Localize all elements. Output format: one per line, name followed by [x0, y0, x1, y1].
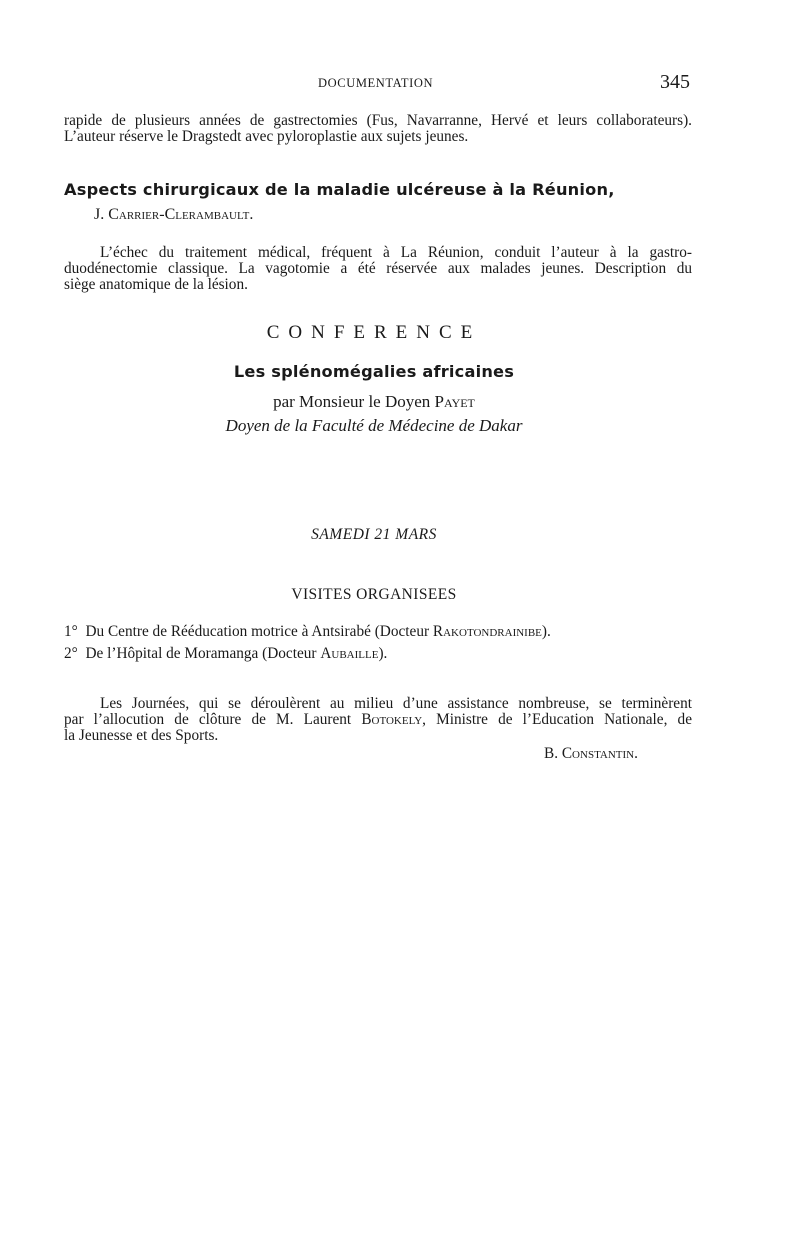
visit-item-1-name: Rakotondrainibe [432, 623, 542, 640]
closing-line-3: la Jeunesse et des Sports. [64, 727, 219, 744]
running-head: DOCUMENTATION [318, 76, 434, 90]
closing-line-2-suffix: , Ministre de l’Education Nationale, de [422, 711, 692, 728]
article-para-line-3: siège anatomique de la lésion. [64, 276, 248, 293]
intro-line-2: L’auteur réserve le Dragstedt avec pyloroplastie aux sujets jeunes. [64, 128, 469, 145]
author-name: Carrier-Clerambault. [108, 206, 254, 223]
visit-item-1 [64, 623, 551, 640]
closing-line-2-prefix: par l’allocution de clôture de M. Laurent [64, 711, 352, 728]
closing-line-1 [100, 695, 692, 712]
article-author [94, 206, 253, 224]
visit-item-2-number: 2° [64, 645, 78, 662]
visit-item-2 [64, 645, 387, 662]
closing-line-2-name: Botokely [361, 711, 423, 728]
intro-line-1 [64, 112, 692, 129]
visit-item-2-text: De l’Hôpital de Moramanga (Docteur [85, 645, 317, 662]
speaker-name: Payet [434, 392, 475, 411]
visits-heading: VISITES ORGANISEES [291, 586, 457, 603]
visit-item-1-text: Du Centre de Rééducation motrice à Antsirabé (Docteur [85, 623, 430, 640]
article-para-line-2 [64, 260, 692, 277]
conference-heading: CONFERENCE [266, 322, 482, 343]
article-para-line-2-text: duodénectomie classique. La vagotomie a été réservée aux malades jeunes. Description du [64, 260, 692, 277]
signature [544, 745, 638, 762]
visit-item-1-number: 1° [64, 623, 78, 640]
page-number: 345 [660, 71, 690, 93]
closing-line-1-text: Les Journées, qui se déroulèrent au milieu d’une assistance nombreuse, se terminèrent [100, 695, 692, 712]
article-para-line-1 [100, 244, 692, 261]
conference-speaker [0, 392, 748, 412]
signature-initial: B. [544, 745, 559, 762]
visit-item-1-suffix: ). [541, 623, 551, 640]
visit-item-2-suffix: ). [378, 645, 388, 662]
speaker-role: Doyen de la Faculté de Médecine de Dakar [225, 416, 523, 435]
conference-title: Les splénomégalies africaines [233, 362, 515, 381]
closing-line-2 [64, 711, 692, 728]
intro-line-1-text: rapide de plusieurs années de gastrectomies (Fus, Navarranne, Hervé et leurs collaborateurs). [64, 112, 692, 129]
signature-name: Constantin. [561, 745, 638, 762]
article-para-line-1-text: L’échec du traitement médical, fréquent à La Réunion, conduit l’auteur à la gastro- [100, 244, 692, 261]
date-heading: SAMEDI 21 MARS [311, 526, 437, 543]
author-initial: J. [94, 206, 105, 223]
speaker-prefix: par Monsieur le Doyen [273, 392, 431, 411]
article-title: Aspects chirurgicaux de la maladie ulcéreuse à la Réunion, [64, 180, 615, 199]
visit-item-2-name: Aubaille [320, 645, 379, 662]
